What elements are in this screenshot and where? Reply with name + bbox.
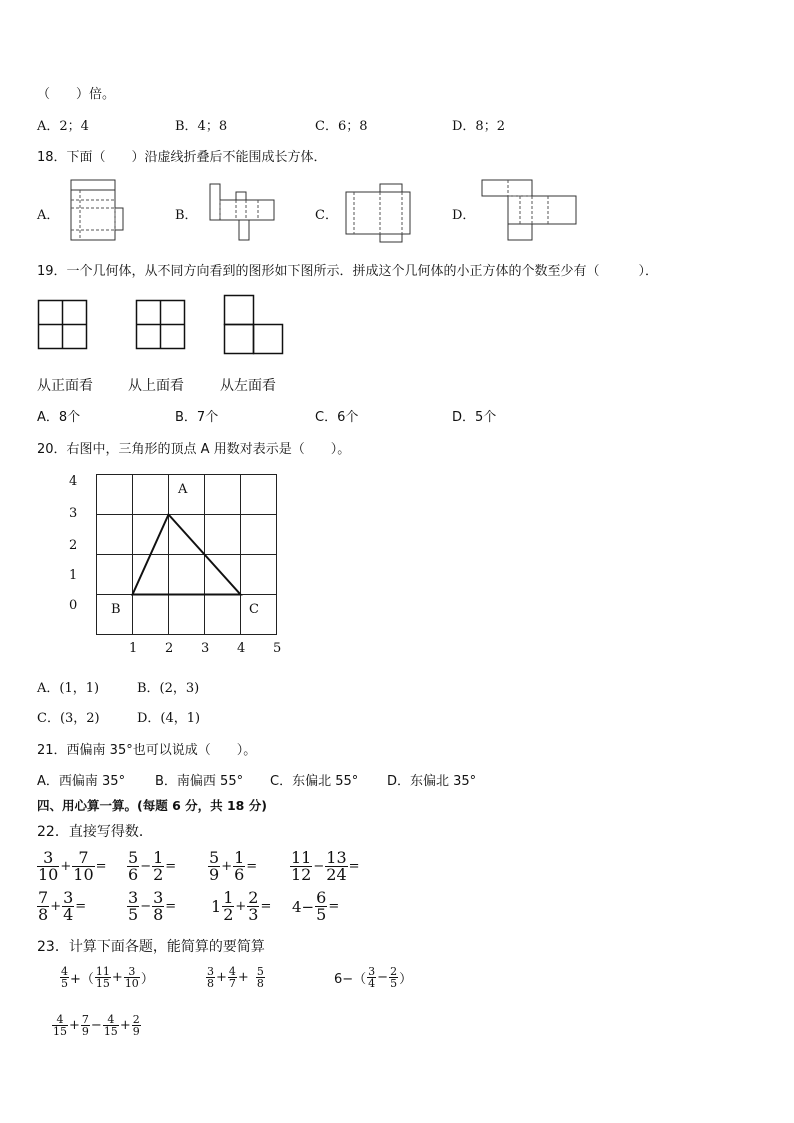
q23-c4-den-a: 15 [53,1025,67,1038]
q22-e6-op: − [140,899,152,914]
q22-e4-den-b: 24 [326,865,347,884]
q23-c1-op1: +（ [70,972,94,987]
y-tick-4: 4 [69,474,78,489]
q22-e1-den-a: 10 [38,865,59,884]
q23-calc-3 [333,966,413,989]
q20-option-d[interactable]: D．(4，1) [137,711,201,726]
q22-e7-num-a: 1 [223,888,234,907]
q23-c4-den-d: 9 [132,1025,140,1038]
net-b-figure [208,182,278,244]
q22-e4-num-b: 13 [326,848,347,867]
q22-expr-2 [127,850,177,883]
q22-e8-den-b: 5 [316,905,327,924]
x-tick-1: 1 [129,641,138,656]
q22-e8-num-b: 6 [316,888,327,907]
net-c-figure [344,182,414,244]
q22-expr-5 [37,890,87,923]
y-tick-3: 3 [69,506,78,521]
left-view-figure [224,295,284,355]
q23-c1-den-c: 10 [124,977,139,990]
q23-stem: 23．计算下面各题，能简算的要简算 [37,939,265,955]
q21-option-d[interactable]: D．东偏北 35° [387,774,477,789]
q23-c3-lead: 6−（ [334,972,367,987]
q23-c3-op1: − [377,970,389,985]
q23-c2-den-c: 8 [256,977,264,990]
y-tick-0: 0 [69,598,78,613]
q19-option-a[interactable]: A．8个 [37,410,81,425]
q23-c4-num-a: 4 [52,1014,68,1026]
q22-e1-den-b: 10 [73,865,94,884]
q23-c1-num-c: 3 [124,966,140,978]
q23-c4-op2: − [90,1018,102,1033]
q22-e5-num-b: 3 [63,888,74,907]
q22-e2-den-a: 6 [128,865,139,884]
q23-c4-op1: + [69,1018,80,1033]
q22-e5-den-b: 4 [63,905,74,924]
q23-c2-op1: + [216,970,227,985]
q22-e5-op: + [50,899,62,914]
q22-expr-7 [210,890,272,923]
q22-e1-op: + [60,859,72,874]
q23-calc-4 [52,1014,141,1037]
q22-e4-op: − [313,859,325,874]
net-d-figure [480,178,578,242]
section4-title: 四、用心算一算。(每题 6 分，共 18 分) [37,798,267,813]
q22-e6-eq: = [165,899,177,914]
q22-e1-num-a: 3 [37,850,59,867]
q22-e6-num-b: 3 [153,888,164,907]
q22-e8-lead: 4− [292,897,315,916]
q22-e3-op: + [221,859,233,874]
q22-expr-6 [127,890,177,923]
q18-label-d[interactable]: D． [452,208,476,223]
y-tick-1: 1 [69,568,78,583]
q23-calc-1 [60,966,155,989]
x-tick-2: 2 [165,641,174,656]
q19-stem: 19．一个几何体，从不同方向看到的图形如下图所示．拼成这个几何体的小正方体的个数至少有（ ）． [37,264,659,279]
q17-option-c[interactable]: C．6；8 [315,119,368,134]
q23-c4-op3: + [119,1018,131,1033]
q19-option-c[interactable]: C．6个 [315,410,359,425]
q22-e3-eq: = [246,859,258,874]
q23-c2-num-b: 4 [228,965,236,978]
q23-c1-num-b: 11 [95,965,110,978]
q22-e1-num-b: 7 [72,850,94,867]
q22-e3-den-b: 6 [234,865,245,884]
q22-e6-num-a: 3 [128,888,139,907]
q18-stem: 18．下面（ ）沿虚线折叠后不能围成长方体． [37,150,327,165]
q23-c2-den-b: 7 [228,977,236,990]
vertex-c-label: C [249,602,259,617]
q22-expr-4 [290,850,361,883]
q23-c4-num-c: 4 [103,1014,119,1026]
q23-c2-num-c: 5 [256,965,264,978]
q22-e2-op: − [140,859,152,874]
q22-e2-num-a: 5 [128,848,139,867]
vertex-b-label: B [111,602,121,617]
q23-c3-den-a: 4 [368,977,376,990]
q17-option-a[interactable]: A．2；4 [37,119,89,134]
q23-c4-den-c: 15 [103,1025,118,1038]
q19-option-d[interactable]: D．5个 [452,410,497,425]
vertex-a-label: A [178,482,188,497]
q22-e4-num-a: 11 [291,848,312,867]
q22-stem: 22．直接写得数． [37,824,153,840]
q18-label-c[interactable]: C． [315,208,338,223]
q22-expr-1 [37,850,108,883]
q20-option-a[interactable]: A．(1，1) [37,681,100,696]
q23-c1-den-a: 5 [61,977,68,990]
q23-c1-num-a: 4 [61,965,68,978]
q21-option-c[interactable]: C．东偏北 55° [270,774,359,789]
front-view-caption: 从正面看 [37,378,93,394]
q22-e7-den-a: 2 [223,905,234,924]
q22-expr-3 [208,850,258,883]
x-tick-4: 4 [237,641,246,656]
q22-e5-num-a: 7 [38,888,49,907]
q21-option-b[interactable]: B．南偏西 55° [155,774,244,789]
q17-option-d[interactable]: D．8；2 [452,119,505,134]
q22-e6-den-b: 8 [153,905,164,924]
q17-option-b[interactable]: B．4；8 [175,119,228,134]
q23-c1-den-b: 15 [95,977,110,990]
q22-e1-eq: = [95,859,107,874]
q22-e4-den-a: 12 [291,865,312,884]
q23-c4-den-b: 9 [81,1025,89,1038]
q22-e2-eq: = [165,859,177,874]
front-view-figure [38,300,88,350]
q23-c2-num-a: 3 [207,965,214,978]
q20-stem: 20．右图中，三角形的顶点 A 用数对表示是（ ）。 [37,442,351,457]
q18-label-b[interactable]: B． [175,208,198,223]
q23-c3-num-a: 3 [368,965,376,978]
q23-c2-den-a: 8 [207,977,214,990]
q22-e5-eq: = [75,899,87,914]
x-tick-3: 3 [201,641,210,656]
q22-e3-num-b: 1 [234,848,245,867]
net-a-figure [70,178,130,242]
y-tick-2: 2 [69,538,78,553]
x-tick-5: 5 [273,641,282,656]
q22-e7-den-b: 3 [248,905,259,924]
q19-option-b[interactable]: B．7个 [175,410,219,425]
q23-c3-den-b: 5 [390,977,398,990]
q17-tail: （ ）倍。 [37,87,116,102]
q23-c4-num-b: 7 [81,1013,89,1026]
q22-expr-8 [291,890,340,923]
q20-option-c[interactable]: C．(3，2) [37,711,100,726]
q22-e2-num-b: 1 [153,848,164,867]
q23-c1-op2: + [111,970,123,985]
q22-e2-den-b: 2 [153,865,164,884]
q22-e4-eq: = [348,859,360,874]
q22-e3-den-a: 9 [209,865,220,884]
q23-c4-num-d: 2 [132,1013,140,1026]
q22-e7-whole: 1 [211,897,222,916]
left-view-caption: 从左面看 [220,378,276,394]
q21-option-a[interactable]: A．西偏南 35° [37,774,126,789]
q22-e8-eq: = [328,899,340,914]
top-view-caption: 从上面看 [128,378,184,394]
q22-e6-den-a: 5 [128,905,139,924]
top-view-figure [136,300,186,350]
q22-e7-num-b: 2 [248,888,259,907]
q18-label-a[interactable]: A． [37,208,60,223]
q22-e3-num-a: 5 [209,848,220,867]
q23-c3-num-b: 2 [390,965,398,978]
q20-option-b[interactable]: B．(2，3) [137,681,200,696]
q23-calc-2 [206,966,265,989]
q22-e5-den-a: 8 [38,905,49,924]
q22-e7-eq: = [260,899,272,914]
q23-c2-op2: + [237,970,249,985]
q23-c1-close: ） [140,972,154,987]
q21-stem: 21．西偏南 35°也可以说成（ ）。 [37,743,257,758]
q23-c3-close: ） [399,972,413,987]
q22-e7-op: + [235,899,247,914]
